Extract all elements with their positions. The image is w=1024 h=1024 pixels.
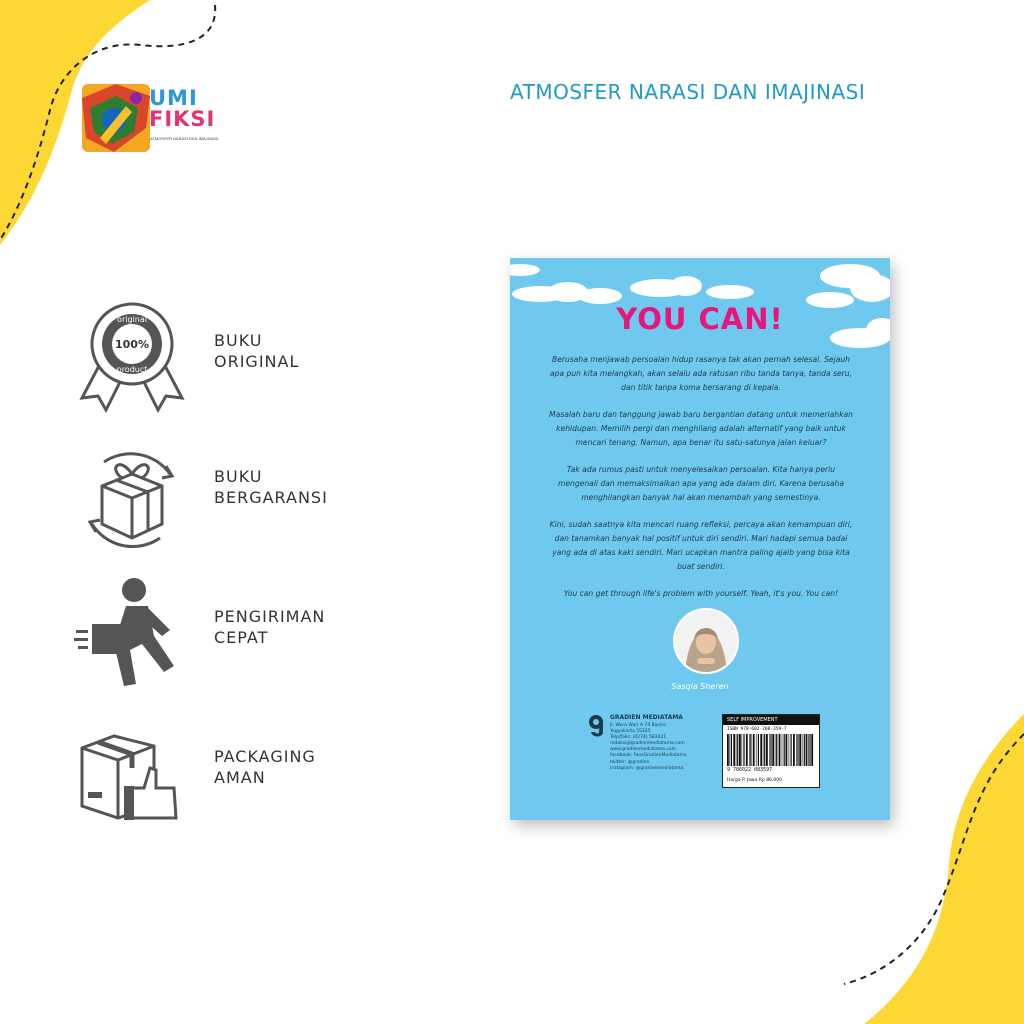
badge-top-text: original <box>117 315 147 324</box>
brand-logo-art-icon <box>76 78 156 158</box>
barcode-icon <box>727 734 815 766</box>
badge-bottom-text: product <box>116 365 148 374</box>
publisher-line: Yogyakarta 55225 <box>610 729 651 735</box>
blurb-paragraph: Kini, sudah saatnya kita mencari ruang refleksi, percaya akan kemampuan diri, dan tanamkan banyak hal positif untuk diri sendiri. Mari hadapi semua badai yang ada di atas kaki sendiri. Mari ucapkan mantra paling ajaib yang bisa kita buat sendiri. <box>549 520 853 571</box>
book-back-cover <box>510 258 890 820</box>
publisher-line: Jl. Wora Wari A-74 Baciro <box>610 723 666 728</box>
feature-label-line-2: BERGARANSI <box>214 488 328 507</box>
feature-buku-bergaransi <box>74 442 374 552</box>
feature-label <box>214 746 316 788</box>
barcode-number: 9 786022 083597 <box>727 767 773 773</box>
feature-label-line-1: BUKU <box>214 331 263 350</box>
publisher-line: redaksi@gradienmediatama.com <box>610 741 685 747</box>
feature-label-line-1: BUKU <box>214 467 263 486</box>
brand-line-2: FIKSI <box>149 107 216 131</box>
feature-packaging-aman <box>74 722 374 832</box>
brand-line-1: UMI <box>149 86 198 110</box>
barcode-category: SELF IMPROVEMENT <box>723 715 819 725</box>
publisher-line: www.gradienmediatama.com <box>610 747 676 753</box>
badge-mid-text: 100% <box>115 338 149 351</box>
feature-buku-original <box>74 298 374 408</box>
box-thumbs-up-icon <box>74 722 190 838</box>
blurb-paragraph: Tak ada rumus pasti untuk menyelesaikan persoalan. Kita hanya perlu mengenali dan memaksimalkan apa yang ada dalam diri. Karena berusaha menghilangkan banyak hal akan menambah yang semestinya. <box>557 465 845 502</box>
brand-wordmark <box>149 88 215 130</box>
publisher-line: instagram: @gradienmediatama <box>610 765 684 771</box>
publisher-line: Telp/faks: (0274) 583421 <box>610 735 667 741</box>
feature-label <box>214 330 299 372</box>
author-photo <box>673 608 739 674</box>
feature-pengiriman-cepat <box>74 574 374 684</box>
blurb-paragraph: Berusaha menjawab persoalan hidup rasanya tak akan pernah selesai. Sejauh apa pun kita melangkah, akan selalu ada ratusan ribu tanda tanya, tanda seru, dan titik tanpa koma bersarang di kepala. <box>549 355 853 392</box>
barcode-panel <box>722 714 820 788</box>
feature-label-line-1: PACKAGING <box>214 747 316 766</box>
book-blurb <box>546 353 856 614</box>
author-portrait-icon <box>675 610 737 672</box>
brand-tagline: ATMOSFER NARASI DAN IMAJINASI <box>150 136 219 141</box>
publisher-logo-icon <box>588 714 604 738</box>
original-badge-icon <box>74 298 190 414</box>
barcode-price: Harga P. Jawa Rp 86.000 <box>727 778 782 783</box>
blurb-paragraph: Masalah baru dan tanggung jawab baru bergantian datang untuk memeriahkan kehidupan. Memilih pergi dan menghilang adalah alternatif yang baik untuk mencari tenang. Namun, apa benar itu satu-satunya jalan keluar? <box>549 410 853 447</box>
feature-label-line-2: CEPAT <box>214 628 269 647</box>
publisher-contact <box>610 723 687 772</box>
feature-label-line-1: PENGIRIMAN <box>214 607 326 626</box>
feature-label <box>214 606 325 648</box>
feature-label-line-2: ORIGINAL <box>214 352 300 371</box>
feature-label-line-2: AMAN <box>214 768 266 787</box>
publisher-name: GRADIEN MEDIATAMA <box>610 714 683 721</box>
book-title: YOU CAN! <box>616 302 784 336</box>
feature-label <box>214 466 328 508</box>
delivery-person-icon <box>74 574 190 690</box>
publisher-line: facebook: FansGradienMediatama <box>610 753 687 759</box>
headline: ATMOSFER NARASI DAN IMAJINASI <box>510 80 866 104</box>
barcode-isbn: ISBN 978-602-208-359-7 <box>727 727 787 732</box>
brand-logo <box>76 78 236 158</box>
gift-box-icon <box>74 442 190 558</box>
publisher-line: twitter: @gradien <box>610 759 650 765</box>
author-name: Sasqia Sheren <box>671 682 729 691</box>
blurb-paragraph: You can get through life's problem with yourself. Yeah, it's you. You can! <box>563 589 839 598</box>
